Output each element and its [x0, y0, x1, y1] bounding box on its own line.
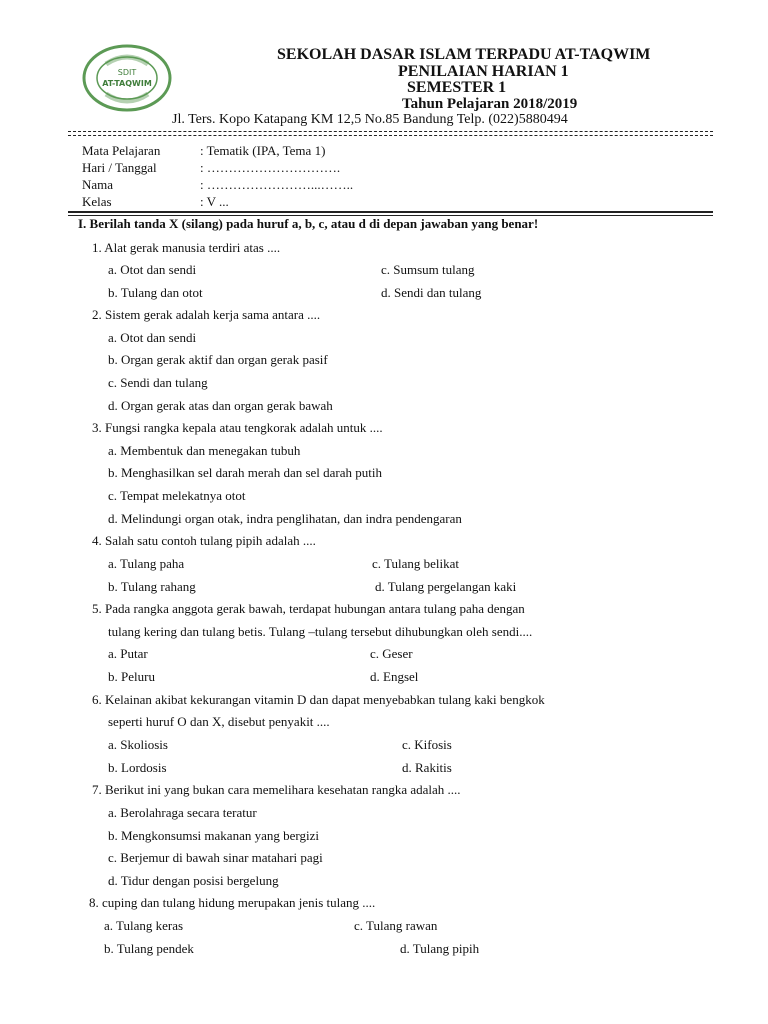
- info-value: : ………………………….: [200, 160, 341, 175]
- answer-option: a. Tulang paha: [108, 556, 185, 571]
- question-text: 8. cuping dan tulang hidung merupakan jenis tulang ....: [89, 895, 376, 910]
- answer-option: c. Tulang rawan: [354, 918, 438, 933]
- question-text: 4. Salah satu contoh tulang pipih adalah ....: [92, 533, 316, 548]
- answer-option: d. Organ gerak atas dan organ gerak bawah: [108, 398, 333, 413]
- answer-option: b. Peluru: [108, 669, 155, 684]
- answer-option: c. Kifosis: [402, 737, 452, 752]
- answer-option: d. Rakitis: [402, 760, 452, 775]
- answer-option: d. Tidur dengan posisi bergelung: [108, 873, 279, 888]
- answer-option: d. Melindungi organ otak, indra penglihatan, dan indra pendengaran: [108, 511, 462, 526]
- info-label: Nama: [82, 177, 114, 192]
- answer-option: b. Menghasilkan sel darah merah dan sel darah putih: [108, 465, 382, 480]
- info-label: Hari / Tanggal: [82, 160, 157, 175]
- section-instruction: I. Berilah tanda X (silang) pada huruf a, b, c, atau d di depan jawaban yang benar!: [78, 216, 539, 231]
- logo-name-text: AT-TAQWIM: [102, 79, 152, 88]
- info-value: : V ...: [200, 194, 229, 209]
- header-divider: [68, 131, 713, 132]
- info-label: Mata Pelajaran: [82, 143, 161, 158]
- answer-option: c. Tempat melekatnya otot: [108, 488, 246, 503]
- answer-option: c. Berjemur di bawah sinar matahari pagi: [108, 850, 323, 865]
- answer-option: b. Tulang dan otot: [108, 285, 203, 300]
- answer-option: a. Putar: [108, 646, 148, 661]
- answer-option: a. Otot dan sendi: [108, 262, 197, 277]
- question-text-continued: seperti huruf O dan X, disebut penyakit ....: [108, 714, 330, 729]
- answer-option: d. Tulang pipih: [400, 941, 480, 956]
- answer-option: b. Tulang rahang: [108, 579, 196, 594]
- question-text: 6. Kelainan akibat kekurangan vitamin D dan dapat menyebabkan tulang kaki bengkok: [92, 692, 545, 707]
- answer-option: a. Membentuk dan menegakan tubuh: [108, 443, 301, 458]
- info-value: : Tematik (IPA, Tema 1): [200, 143, 326, 158]
- semester-label: SEMESTER 1: [407, 79, 507, 96]
- info-value: : ……………………...……..: [200, 177, 354, 192]
- answer-option: c. Sumsum tulang: [381, 262, 475, 277]
- answer-option: b. Lordosis: [108, 760, 167, 775]
- school-address: Jl. Ters. Kopo Katapang KM 12,5 No.85 Bandung Telp. (022)5880494: [172, 112, 568, 127]
- exam-name: PENILAIAN HARIAN 1: [398, 63, 569, 80]
- answer-option: b. Mengkonsumsi makanan yang bergizi: [108, 828, 319, 843]
- answer-option: d. Engsel: [370, 669, 419, 684]
- answer-option: a. Otot dan sendi: [108, 330, 197, 345]
- answer-option: a. Skoliosis: [108, 737, 168, 752]
- logo-sdit-text: SDIT: [117, 68, 137, 77]
- school-name: SEKOLAH DASAR ISLAM TERPADU AT-TAQWIM: [277, 46, 651, 63]
- info-label: Kelas: [82, 194, 112, 209]
- question-text: 1. Alat gerak manusia terdiri atas ....: [92, 240, 281, 255]
- answer-option: b. Organ gerak aktif dan organ gerak pasif: [108, 352, 328, 367]
- academic-year: Tahun Pelajaran 2018/2019: [402, 96, 578, 112]
- school-logo: [82, 44, 172, 112]
- question-text: 5. Pada rangka anggota gerak bawah, terdapat hubungan antara tulang paha dengan: [92, 601, 525, 616]
- answer-option: b. Tulang pendek: [104, 941, 194, 956]
- answer-option: a. Berolahraga secara teratur: [108, 805, 257, 820]
- answer-option: c. Geser: [370, 646, 413, 661]
- answer-option: d. Tulang pergelangan kaki: [375, 579, 517, 594]
- answer-option: c. Tulang belikat: [372, 556, 460, 571]
- question-text: 3. Fungsi rangka kepala atau tengkorak adalah untuk ....: [92, 420, 383, 435]
- question-text: 7. Berikut ini yang bukan cara memelihara kesehatan rangka adalah ....: [92, 782, 461, 797]
- answer-option: c. Sendi dan tulang: [108, 375, 208, 390]
- question-text-continued: tulang kering dan tulang betis. Tulang –tulang tersebut dihubungkan oleh sendi....: [108, 624, 533, 639]
- info-divider: [68, 211, 713, 213]
- answer-option: a. Tulang keras: [104, 918, 184, 933]
- question-text: 2. Sistem gerak adalah kerja sama antara ....: [92, 307, 321, 322]
- answer-option: d. Sendi dan tulang: [381, 285, 482, 300]
- header-divider: [68, 135, 713, 136]
